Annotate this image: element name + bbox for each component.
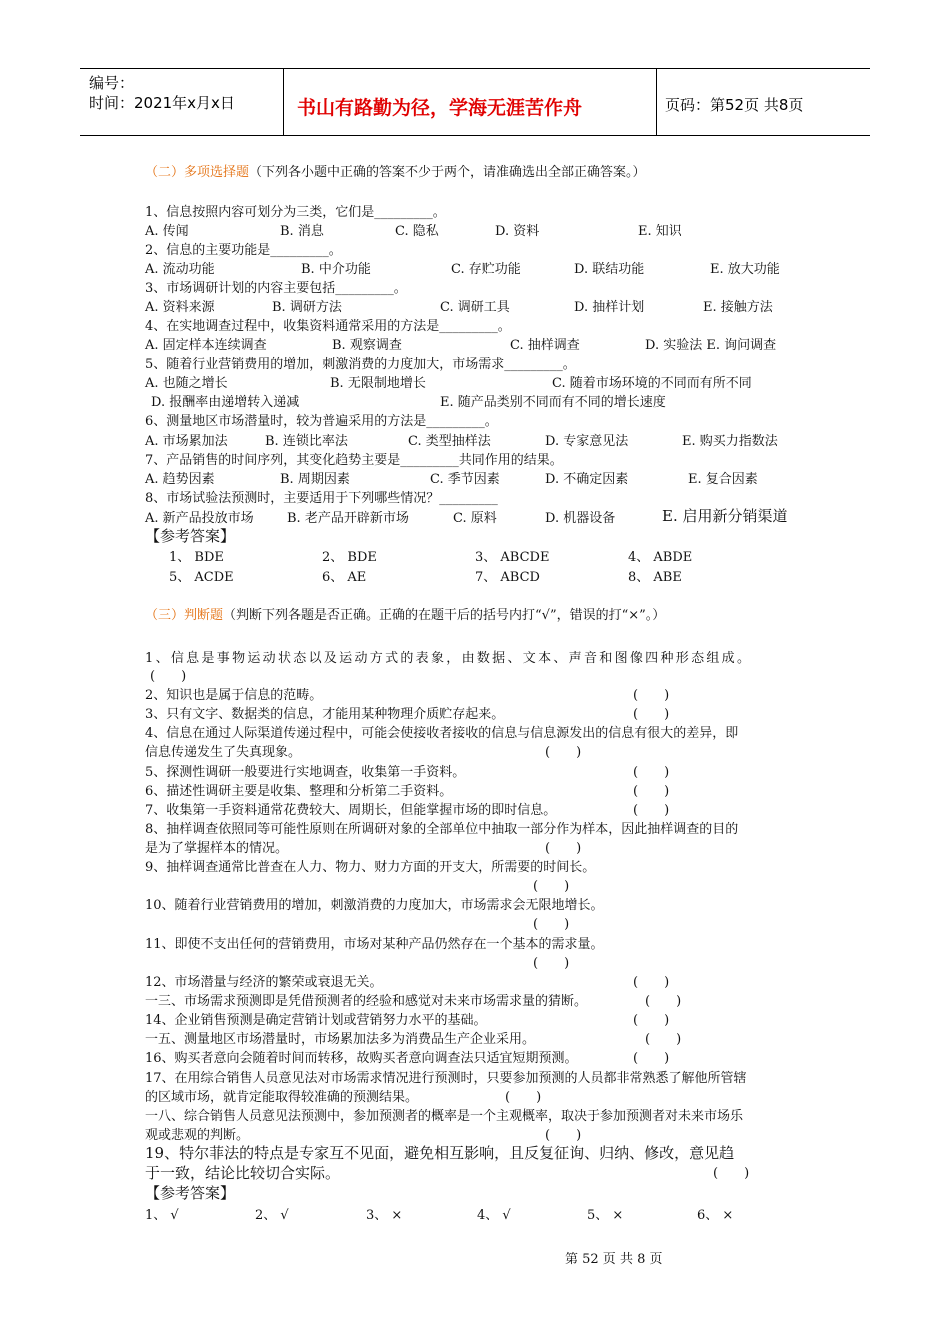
header-bottom-rule xyxy=(80,135,870,136)
mc-option-5e: E. 随产品类别不同而有不同的增长速度 xyxy=(440,395,666,410)
tf-bracket-7: ( ) xyxy=(633,803,670,818)
tf-item-10: 10、随着行业营销费用的增加，刺激消费的力度加大，市场需求会无限地增长。 xyxy=(145,898,604,913)
mc-option-8a: A. 新产品投放市场 xyxy=(145,511,254,526)
tf-bracket-18: ( ) xyxy=(545,1128,582,1143)
tf-bracket-9: ( ) xyxy=(533,879,570,894)
mc-option-5a: A. 也随之增长 xyxy=(145,376,228,391)
mc-answer-2: 2、 BDE xyxy=(322,550,377,565)
tf-answer-1: 1、 √ xyxy=(145,1208,179,1223)
tf-item-14: 14、企业销售预测是确定营销计划或营销努力水平的基础。 xyxy=(145,1013,487,1028)
mc-option-8c: C. 原料 xyxy=(453,511,497,526)
tf-bracket-16: ( ) xyxy=(633,1051,670,1066)
tf-item-19: 19、特尔菲法的特点是专家互不见面，避免相互影响，且反复征询、归纳、修改，意见趋 xyxy=(145,1144,735,1162)
mc-option-7b: B. 周期因素 xyxy=(280,472,350,487)
mc-question-8: 8、市场试验法预测时，主要适用于下列哪些情况？_________ xyxy=(145,491,498,506)
header-top-rule xyxy=(80,68,870,69)
tf-item-5: 5、探测性调研一般要进行实地调查，收集第一手资料。 xyxy=(145,765,466,780)
tf-bracket-11: ( ) xyxy=(533,956,570,971)
mc-option-4a: A. 固定样本连续调查 xyxy=(145,338,267,353)
mc-option-8d: D. 机器设备 xyxy=(545,511,616,526)
mc-option-4d: D. 实验法 E. 询问调查 xyxy=(645,338,777,353)
tf-bracket-13: ( ) xyxy=(645,994,682,1009)
mc-answer-7: 7、 ABCD xyxy=(475,570,540,585)
tf-item-2: 2、知识也是属于信息的范畴。 xyxy=(145,688,323,703)
tf-item-9: 9、抽样调查通常比普查在人力、物力、财力方面的开支大，所需要的时间长。 xyxy=(145,860,596,875)
mc-option-1c: C. 隐私 xyxy=(395,224,439,239)
section2-title: （二）多项选择题 xyxy=(145,165,250,180)
page-label: 页码：第52页 共8页 xyxy=(665,96,804,114)
tf-bracket-14: ( ) xyxy=(633,1013,670,1028)
tf-bracket-17: ( ) xyxy=(505,1090,542,1105)
tf-item-7: 7、收集第一手资料通常花费较大、周期长，但能掌握市场的即时信息。 xyxy=(145,803,557,818)
tf-item-8: 8、抽样调查依照同等可能性原则在所调研对象的全部单位中抽取一部分作为样本，因此抽样调查的目的 xyxy=(145,822,739,837)
tf-item-8-cont: 是为了掌握样本的情况。 xyxy=(145,841,289,856)
mc-option-1d: D. 资料 xyxy=(495,224,540,239)
tf-bracket-8: ( ) xyxy=(545,841,582,856)
mc-option-5b: B. 无限制地增长 xyxy=(330,376,426,391)
mc-option-3b: B. 调研方法 xyxy=(272,300,342,315)
tf-item-15: 一五、测量地区市场潜量时，市场累加法多为消费品生产企业采用。 xyxy=(145,1032,536,1047)
tf-item-11: 11、即使不支出任何的营销费用，市场对某种产品仍然存在一个基本的需求量。 xyxy=(145,937,604,952)
tf-item-17: 17、在用综合销售人员意见法对市场需求情况进行预测时，只要参加预测的人员都非常熟悉了解他所管辖 xyxy=(145,1071,747,1086)
mc-option-7d: D. 不确定因素 xyxy=(545,472,629,487)
section3-title: （三）判断题 xyxy=(145,608,224,623)
mc-option-6b: B. 连锁比率法 xyxy=(265,434,348,449)
mc-option-6d: D. 专家意见法 xyxy=(545,434,629,449)
mc-answer-8: 8、 ABE xyxy=(628,570,682,585)
tf-answer-2: 2、 √ xyxy=(255,1208,289,1223)
mc-question-5: 5、随着行业营销费用的增加，刺激消费的力度加大，市场需求_________。 xyxy=(145,357,576,372)
mc-answer-5: 5、 ACDE xyxy=(169,570,234,585)
mc-question-2: 2、信息的主要功能是_________。 xyxy=(145,243,342,258)
tf-item-4: 4、信息在通过人际渠道传递过程中，可能会使接收者接收的信息与信息源发出的信息有很大的差异，即 xyxy=(145,726,739,741)
mc-option-6c: C. 类型抽样法 xyxy=(408,434,491,449)
tf-bracket-10: ( ) xyxy=(533,917,570,932)
mc-answer-title: 【参考答案】 xyxy=(145,527,236,545)
mc-option-2e: E. 放大功能 xyxy=(710,262,780,277)
page-footer: 第 52 页 共 8 页 xyxy=(565,1252,663,1267)
tf-answer-title: 【参考答案】 xyxy=(145,1184,236,1202)
mc-answer-4: 4、 ABDE xyxy=(628,550,693,565)
header-motto: 书山有路勤为径，学海无涯苦作舟 xyxy=(297,97,583,119)
tf-answer-5: 5、 × xyxy=(587,1208,624,1223)
mc-option-2d: D. 联结功能 xyxy=(574,262,645,277)
mc-option-7a: A. 趋势因素 xyxy=(145,472,215,487)
mc-option-1b: B. 消息 xyxy=(280,224,324,239)
tf-item-3: 3、只有文字、数据类的信息，才能用某种物理介质贮存起来。 xyxy=(145,707,505,722)
tf-bracket-4: ( ) xyxy=(545,745,582,760)
tf-item-12: 12、市场潜量与经济的繁荣或衰退无关。 xyxy=(145,975,383,990)
mc-option-1e: E. 知识 xyxy=(638,224,682,239)
mc-option-2b: B. 中介功能 xyxy=(301,262,371,277)
mc-option-2a: A. 流动功能 xyxy=(145,262,215,277)
tf-item-13: 一三、市场需求预测即是凭借预测者的经验和感觉对未来市场需求量的猜断。 xyxy=(145,994,588,1009)
tf-bracket-19: ( ) xyxy=(713,1166,750,1181)
tf-bracket-5: ( ) xyxy=(633,765,670,780)
tf-bracket-15: ( ) xyxy=(645,1032,682,1047)
mc-option-7c: C. 季节因素 xyxy=(430,472,500,487)
mc-option-7e: E. 复合因素 xyxy=(688,472,758,487)
mc-option-5d: D. 报酬率由递增转入递减 xyxy=(151,395,300,410)
mc-option-3a: A. 资料来源 xyxy=(145,300,215,315)
mc-question-1: 1、信息按照内容可划分为三类，它们是_________。 xyxy=(145,205,446,220)
section3-note: （判断下列各题是否正确。正确的在题干后的括号内打“√”，错误的打“×”。） xyxy=(223,608,666,623)
mc-answer-1: 1、 BDE xyxy=(169,550,224,565)
mc-option-6e: E. 购买力指数法 xyxy=(682,434,778,449)
mc-option-5c: C. 随着市场环境的不同而有所不同 xyxy=(552,376,752,391)
tf-item-1: 1、信息是事物运动状态以及运动方式的表象，由数据、文本、声音和图像四种形态组成。 xyxy=(145,651,753,666)
tf-bracket-1: ( ) xyxy=(150,669,187,684)
mc-question-3: 3、市场调研计划的内容主要包括_________。 xyxy=(145,281,407,296)
tf-item-18-cont: 观或悲观的判断。 xyxy=(145,1128,250,1143)
tf-item-6: 6、描述性调研主要是收集、整理和分析第二手资料。 xyxy=(145,784,453,799)
tf-item-17-cont: 的区域市场，就肯定能取得较准确的预测结果。 xyxy=(145,1090,419,1105)
header-divider-right xyxy=(656,68,657,135)
mc-option-3d: D. 抽样计划 xyxy=(574,300,645,315)
tf-item-16: 16、购买者意向会随着时间而转移，故购买者意向调查法只适宜短期预测。 xyxy=(145,1051,578,1066)
tf-item-4-cont: 信息传递发生了失真现象。 xyxy=(145,745,302,760)
tf-bracket-3: ( ) xyxy=(633,707,670,722)
tf-item-19-cont: 于一致，结论比较切合实际。 xyxy=(145,1164,341,1182)
mc-option-4b: B. 观察调查 xyxy=(332,338,402,353)
mc-answer-6: 6、 AE xyxy=(322,570,367,585)
section2-heading xyxy=(145,161,646,180)
mc-question-6: 6、测量地区市场潜量时，较为普遍采用的方法是_________。 xyxy=(145,414,498,429)
tf-bracket-12: ( ) xyxy=(633,975,670,990)
mc-option-8b: B. 老产品开辟新市场 xyxy=(287,511,409,526)
mc-option-1a: A. 传闻 xyxy=(145,224,189,239)
section2-note: （下列各小题中正确的答案不少于两个，请准确选出全部正确答案。） xyxy=(249,165,646,180)
tf-bracket-2: ( ) xyxy=(633,688,670,703)
tf-bracket-6: ( ) xyxy=(633,784,670,799)
mc-question-4: 4、在实地调查过程中，收集资料通常采用的方法是_________。 xyxy=(145,319,511,334)
doc-time-label: 时间：2021年x月x日 xyxy=(89,94,235,112)
mc-option-3e: E. 接触方法 xyxy=(703,300,773,315)
mc-option-6a: A. 市场累加法 xyxy=(145,434,228,449)
mc-question-7: 7、产品销售的时间序列，其变化趋势主要是_________共同作用的结果。 xyxy=(145,453,563,468)
tf-item-18: 一八、综合销售人员意见法预测中，参加预测者的概率是一个主观概率，取决于参加预测者对未来市场乐 xyxy=(145,1109,744,1124)
tf-answer-4: 4、 √ xyxy=(477,1208,511,1223)
section3-heading xyxy=(145,604,665,623)
doc-code-label: 编号： xyxy=(89,74,135,92)
tf-answer-3: 3、 × xyxy=(366,1208,403,1223)
mc-option-8e: E. 启用新分销渠道 xyxy=(662,507,788,525)
mc-option-2c: C. 存贮功能 xyxy=(451,262,521,277)
mc-option-4c: C. 抽样调查 xyxy=(510,338,580,353)
header-divider-left xyxy=(283,68,284,135)
mc-option-3c: C. 调研工具 xyxy=(440,300,510,315)
mc-answer-3: 3、 ABCDE xyxy=(475,550,550,565)
tf-answer-6: 6、 × xyxy=(697,1208,734,1223)
